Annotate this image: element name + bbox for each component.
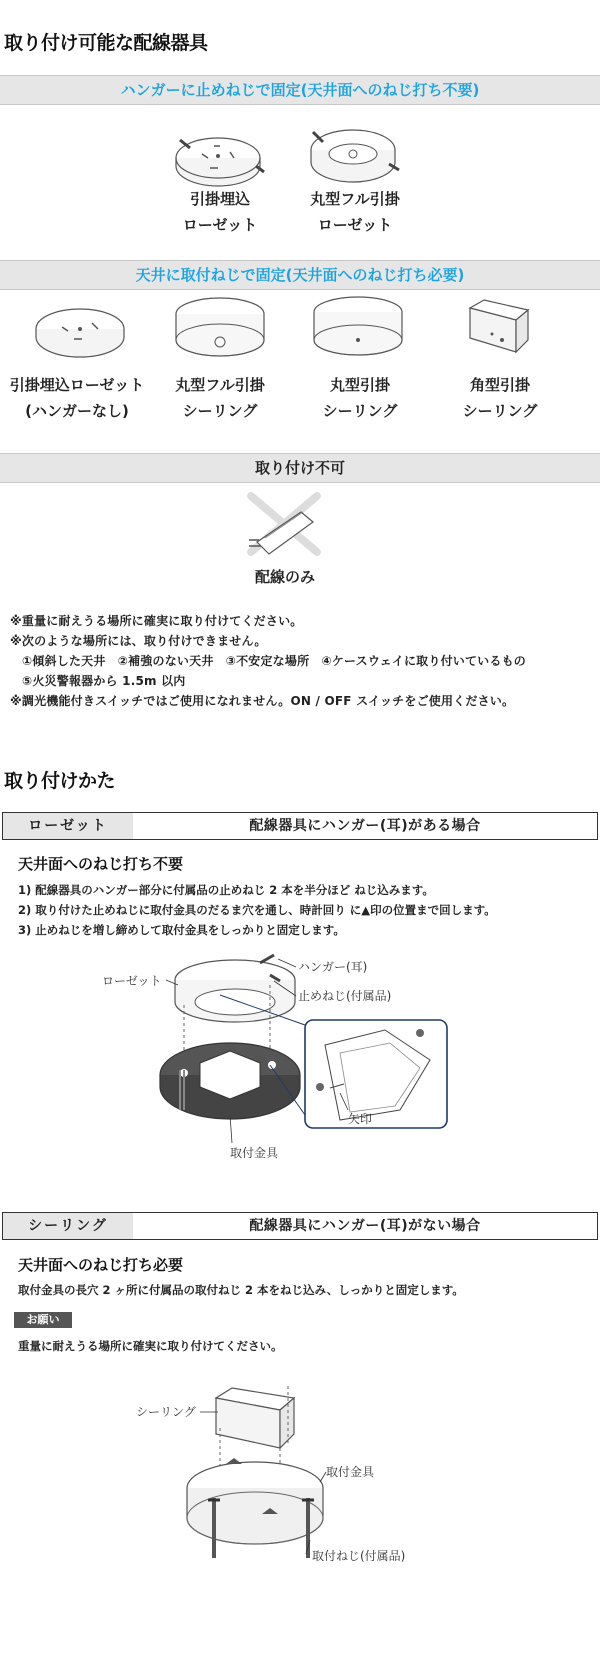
hanger-item-1-line1: 引掛埋込	[189, 190, 250, 208]
hanger-item-2-line2: ローゼット	[317, 216, 393, 234]
wire-only-image	[245, 490, 325, 562]
hanger-item-1-line2: ローゼット	[182, 216, 258, 234]
note-4: ⑤火災警報器から 1.5m 以内	[22, 674, 186, 688]
rosette-step-2: 2) 取り付けた止めねじに取付金具のだるま穴を通し、時計回り に▲印の位置まで回します。	[18, 903, 496, 917]
wire-only-label: 配線のみ	[254, 568, 315, 586]
screw-item-1	[2, 372, 152, 424]
band-hanger-fix: ハンガーに止めねじで固定(天井面へのねじ打ち不要)	[0, 75, 600, 105]
rosette-tag: ローゼット	[3, 813, 133, 839]
note-2: ※次のような場所には、取り付けできません。	[10, 634, 267, 648]
callout-ceiling: シーリング	[136, 1405, 196, 1419]
rosette-step-1: 1) 配線器具のハンガー部分に付属品の止めねじ 2 本を半分ほど ねじ込みます。	[18, 883, 434, 897]
rosette-round-full-image	[305, 116, 405, 188]
note-3: ①傾斜した天井 ②補強のない天井 ③不安定な場所 ④ケースウェイに取り付いているもの	[22, 654, 526, 668]
callout-ceiling-bracket: 取付金具	[326, 1465, 375, 1479]
hanger-item-2-line1: 丸型フル引掛	[310, 190, 400, 208]
screw-item-2	[150, 372, 290, 424]
hanger-item-1	[150, 186, 290, 238]
rosette-install-diagram	[100, 945, 480, 1185]
screw-item-4	[430, 372, 570, 424]
band-not-allowed: 取り付け不可	[0, 453, 600, 483]
rosette-desc: 配線器具にハンガー(耳)がある場合	[249, 818, 481, 834]
request-badge: お願い	[14, 1312, 72, 1328]
ceiling-subtitle: 天井面へのねじ打ち必要	[18, 1256, 184, 1274]
callout-rosette: ローゼット	[102, 974, 162, 988]
rosette-subtitle: 天井面へのねじ打ち不要	[18, 855, 184, 873]
ceiling-step: 取付金具の長穴 2 ヶ所に付属品の取付ねじ 2 本をねじ込み、しっかりと固定します。	[18, 1283, 464, 1297]
screw-item-3	[290, 372, 430, 424]
screw-item-4-line1: 角型引掛	[469, 376, 530, 394]
screw-item-1-line2: (ハンガーなし)	[25, 402, 129, 420]
callout-arrow-mark: 矢印	[348, 1112, 373, 1126]
ceiling-tag: シーリング	[3, 1213, 133, 1239]
callout-hanger: ハンガー(耳)	[298, 960, 368, 974]
note-1: ※重量に耐えうる場所に確実に取り付けてください。	[10, 614, 303, 628]
ceiling-round-full-image	[172, 296, 272, 366]
callout-screw: 止めねじ(付属品)	[298, 989, 392, 1003]
ceiling-header-bar	[2, 1212, 598, 1240]
ceiling-round-image	[310, 296, 410, 366]
callout-bracket: 取付金具	[230, 1146, 279, 1160]
callout-ceiling-screw: 取付ねじ(付属品)	[312, 1549, 406, 1563]
request-text: 重量に耐えうる場所に確実に取り付けてください。	[18, 1339, 283, 1353]
hanger-item-2	[285, 186, 425, 238]
screw-item-3-line2: シーリング	[322, 402, 398, 420]
ceiling-square-image	[462, 298, 534, 364]
ceiling-install-diagram	[130, 1378, 450, 1658]
ceiling-desc: 配線器具にハンガー(耳)がない場合	[249, 1218, 481, 1234]
section-title-install: 取り付けかた	[4, 770, 116, 792]
screw-item-3-line1: 丸型引掛	[329, 376, 390, 394]
rosette-step-3: 3) 止めねじを増し締めして取付金具をしっかりと固定します。	[18, 923, 345, 937]
screw-item-1-line1: 引掛埋込ローゼット	[9, 376, 145, 394]
screw-item-2-line1: 丸型フル引掛	[175, 376, 265, 394]
rosette-header-bar	[2, 812, 598, 840]
note-5: ※調光機能付きスイッチではご使用になれません。ON / OFF スイッチをご使用ください。	[10, 694, 515, 708]
section-title-compatible: 取り付け可能な配線器具	[4, 32, 208, 54]
band-screw-fix: 天井に取付ねじで固定(天井面へのねじ打ち必要)	[0, 260, 600, 290]
screw-item-2-line2: シーリング	[182, 402, 258, 420]
screw-item-4-line2: シーリング	[462, 402, 538, 420]
rosette-no-hanger-image	[32, 305, 132, 365]
rosette-embedded-image	[170, 118, 270, 188]
